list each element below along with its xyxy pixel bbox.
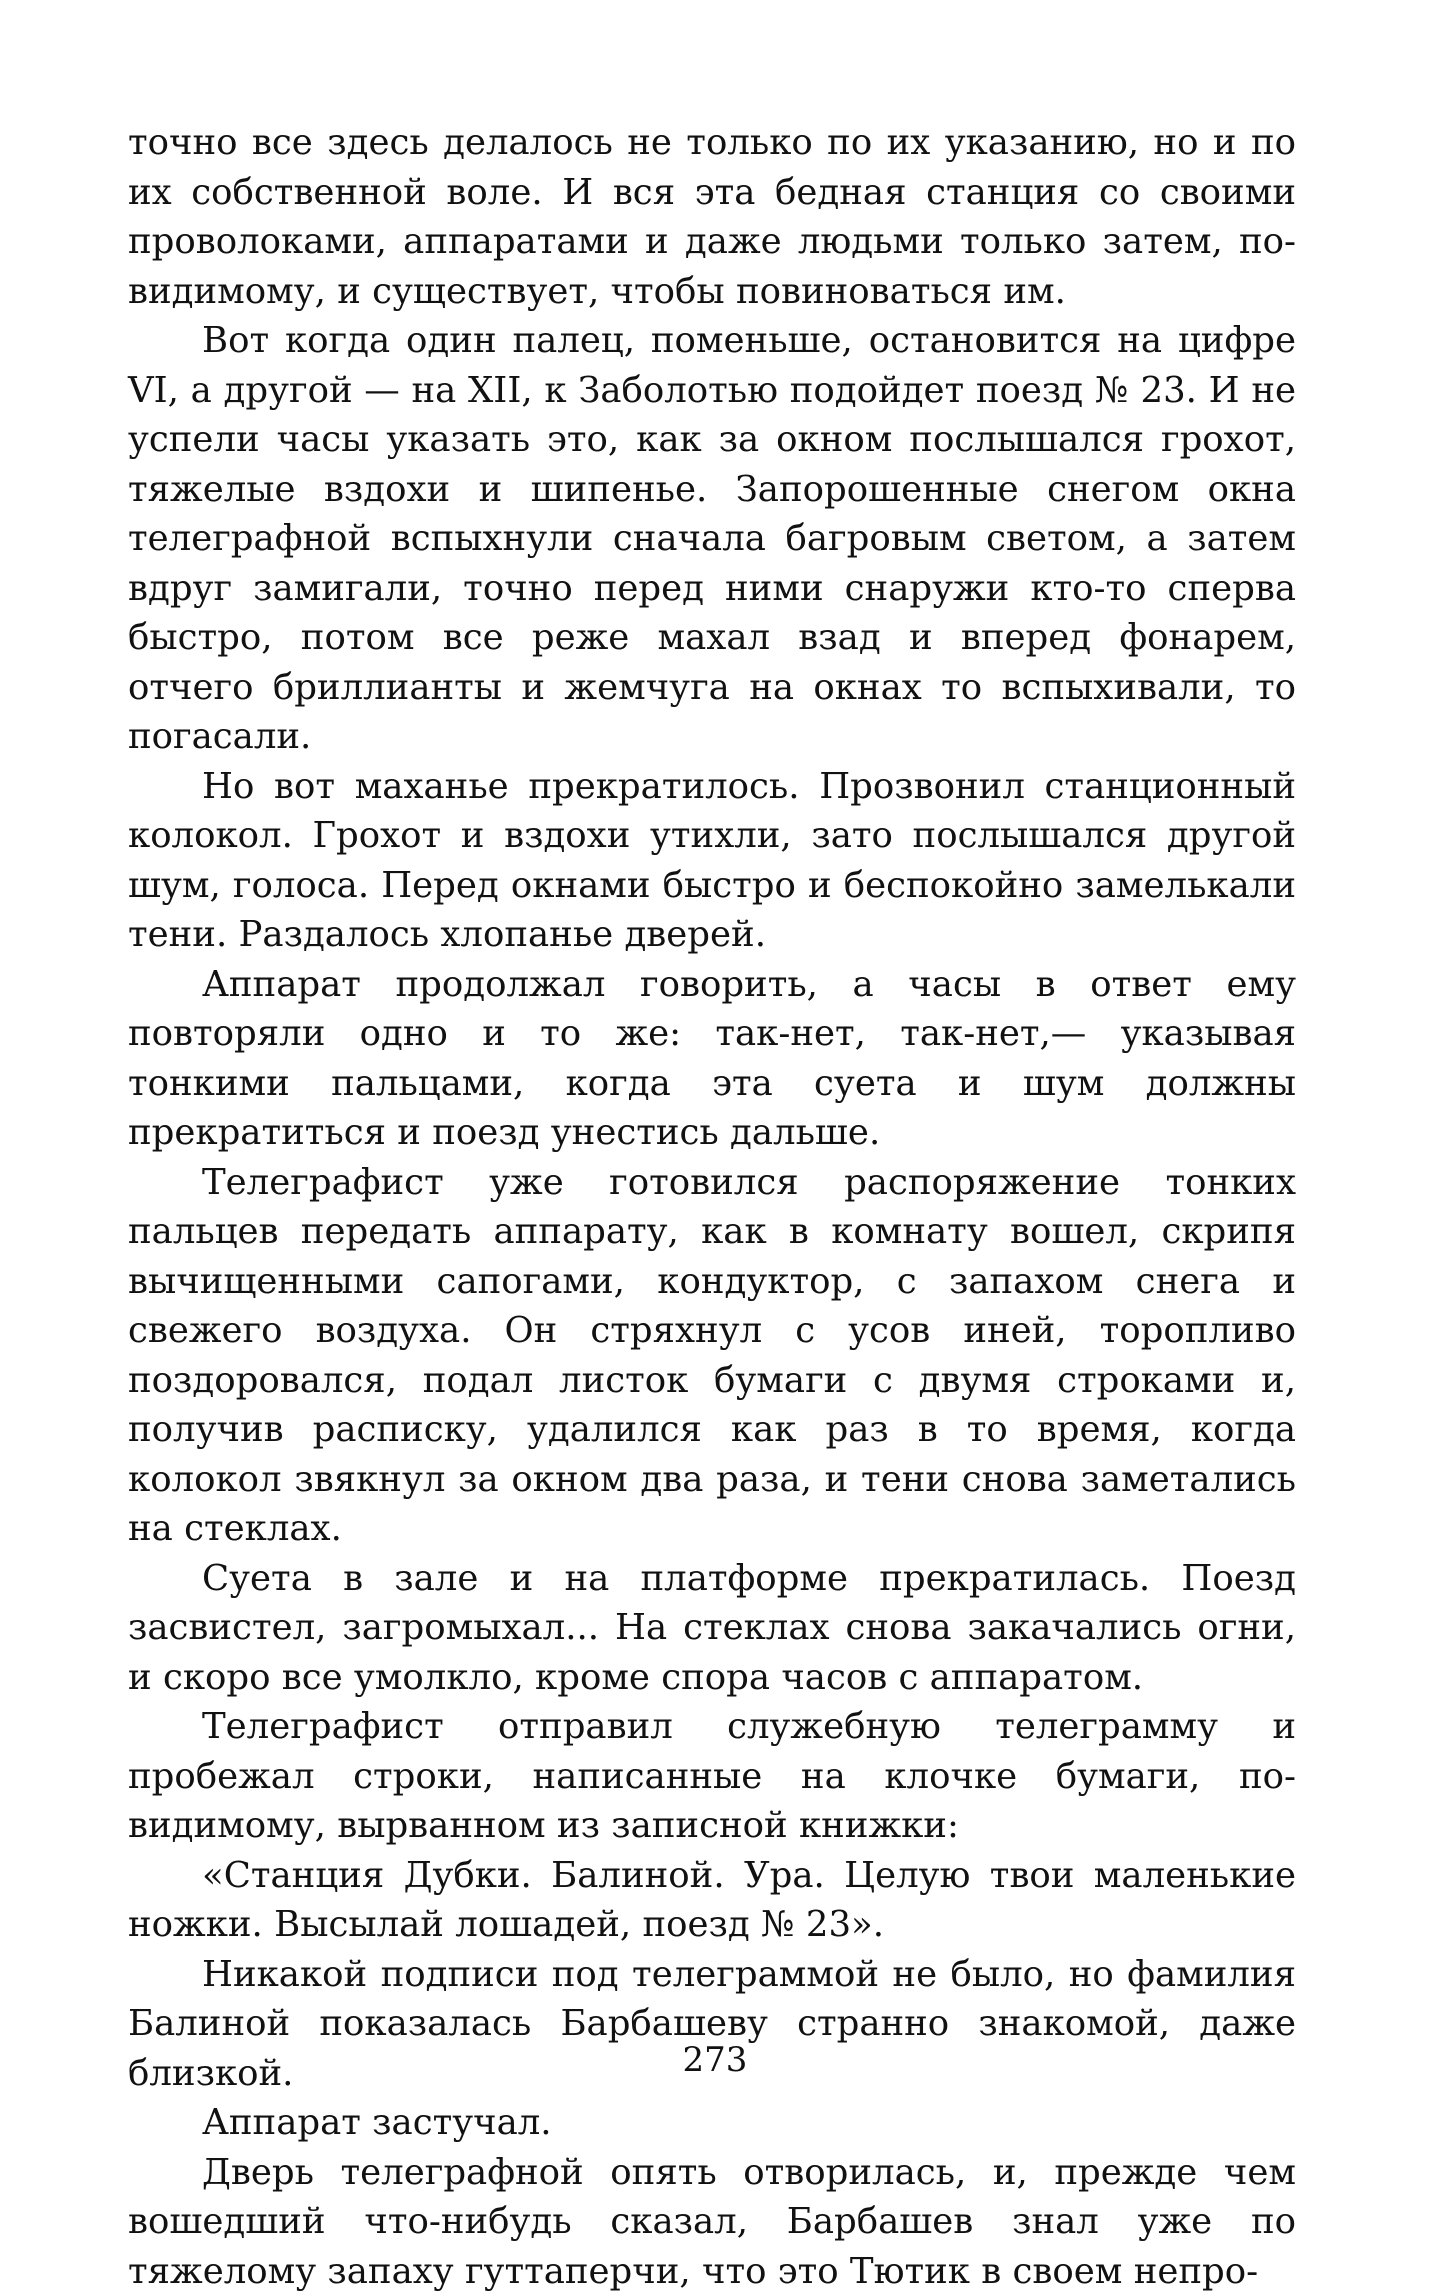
paragraph-4: Аппарат продолжал говорить, а часы в ответ ему повторяли одно и то же: так-нет, так-нет,— указывая тонкими пальцами, когда эта суета и шум должны прекратиться и поезд унестись дальше. xyxy=(128,960,1296,1158)
paragraph-3: Но вот маханье прекратилось. Прозвонил станционный колокол. Грохот и вздохи утихли, зато послышался другой шум, голоса. Перед окнами быстро и беспокойно замелькали тени. Раздалось хлопанье дверей. xyxy=(128,762,1296,960)
paragraph-1: точно все здесь делалось не только по их указанию, но и по их собственной воле. И вся эта бедная станция со своими проволоками, аппаратами и даже людьми только затем, по-видимому, и существует, чтобы повиноваться им. xyxy=(128,118,1296,316)
paragraph-9: Никакой подписи под телеграммой не было, но фамилия Балиной показалась Барбашеву странно знакомой, даже близкой. xyxy=(128,1950,1296,2099)
paragraph-10: Аппарат застучал. xyxy=(128,2098,1296,2148)
paragraph-6: Суета в зале и на платформе прекратилась. Поезд засвистел, загромыхал... На стеклах снова закачались огни, и скоро все умолкло, кроме спора часов с аппаратом. xyxy=(128,1554,1296,1703)
paragraph-7: Телеграфист отправил служебную телеграмму и пробежал строки, написанные на клочке бумаги, по-видимому, вырванном из записной книжки: xyxy=(128,1702,1296,1851)
book-page-text xyxy=(128,118,1296,2296)
paragraph-8: «Станция Дубки. Балиной. Ура. Целую твои маленькие ножки. Высылай лошадей, поезд № 23». xyxy=(128,1851,1296,1950)
paragraph-5: Телеграфист уже готовился распоряжение тонких пальцев передать аппарату, как в комнату вошел, скрипя вычищенными сапогами, кондуктор, с запахом снега и свежего воздуха. Он стряхнул с усов иней, торопливо поздоровался, подал листок бумаги с двумя строками и, получив расписку, удалился как раз в то время, когда колокол звякнул за окном два раза, и тени снова заметались на стеклах. xyxy=(128,1158,1296,1554)
paragraph-11: Дверь телеграфной опять отворилась, и, прежде чем вошедший что-нибудь сказал, Барбашев знал уже по тяжелому запаху гуттаперчи, что это Тютик в своем непро- xyxy=(128,2148,1296,2296)
page-number: 273 xyxy=(0,2040,1430,2080)
paragraph-2: Вот когда один палец, поменьше, остановится на цифре VI, а другой — на XII, к Заболотью подойдет поезд № 23. И не успели часы указать это, как за окном послышался грохот, тяжелые вздохи и шипенье. Запорошенные снегом окна телеграфной вспыхнули сначала багровым светом, а затем вдруг замигали, точно перед ними снаружи кто-то сперва быстро, потом все реже махал взад и вперед фонарем, отчего бриллианты и жемчуга на окнах то вспыхивали, то погасали. xyxy=(128,316,1296,762)
